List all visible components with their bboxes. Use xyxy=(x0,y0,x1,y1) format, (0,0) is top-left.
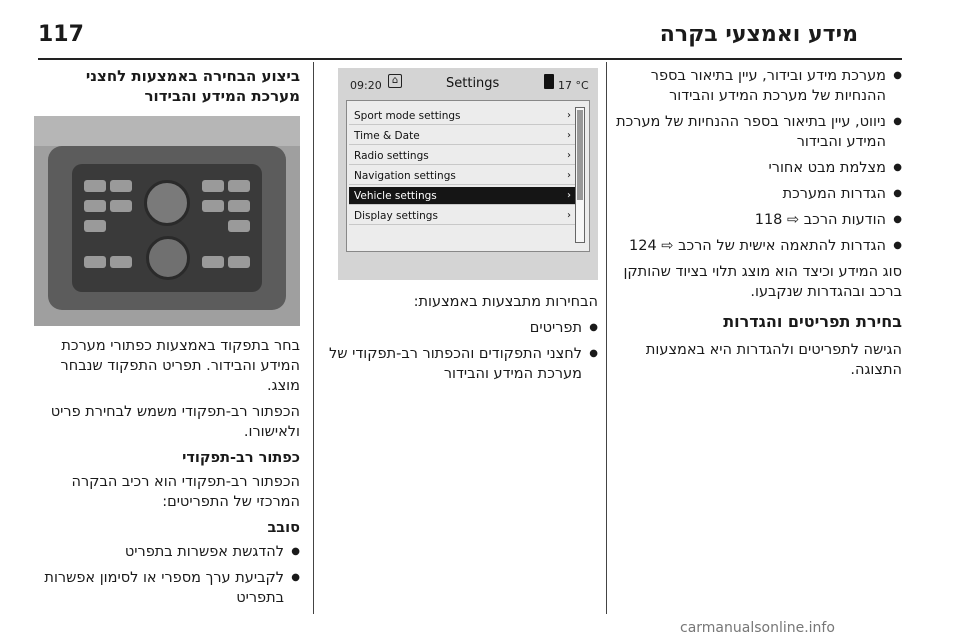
selection-methods-list xyxy=(322,318,598,384)
console-button xyxy=(84,200,106,212)
console-button xyxy=(228,220,250,232)
console-button xyxy=(84,256,106,268)
paragraph: הבחירות מתבצעות באמצעות: xyxy=(413,294,598,310)
section-heading: ביצוע הבחירה באמצעות לחצני מערכת המידע והבידור xyxy=(85,67,300,105)
menu-scrollbar[interactable] xyxy=(575,107,585,243)
photo-background xyxy=(34,116,300,146)
column-divider-right xyxy=(606,62,607,614)
console-button xyxy=(84,180,106,192)
column-middle xyxy=(322,66,598,390)
volume-knob-icon xyxy=(144,180,190,226)
list-item: ● לחצני התפקודים והכפתור רב-תפקודי של מערכת המידע והבידור xyxy=(322,344,598,384)
phone-icon xyxy=(544,74,554,89)
list-item: ● מצלמת מבט אחורי xyxy=(612,158,902,178)
menu-item-label: Display settings xyxy=(354,210,438,222)
menu-item-radio[interactable] xyxy=(349,147,575,165)
column-left xyxy=(34,66,300,614)
temperature-text: 17 °C xyxy=(558,79,589,92)
paragraph: בחר בתפקוד באמצעות כפתורי מערכת המידע והבידור. תפריט התפקוד שנבחר מוצג. xyxy=(60,338,300,394)
chevron-right-icon: › xyxy=(567,130,571,141)
console-button xyxy=(110,180,132,192)
subsection-title: סובב xyxy=(267,520,300,536)
menu-item-label: Time & Date xyxy=(354,130,420,142)
list-item: ● תפריטים xyxy=(322,318,598,338)
console-button xyxy=(202,256,224,268)
menu-item-vehicle[interactable] xyxy=(349,187,575,205)
chevron-right-icon: › xyxy=(567,170,571,181)
menu-item-sport-mode[interactable] xyxy=(349,107,575,125)
scroll-thumb[interactable] xyxy=(577,110,583,200)
console-button xyxy=(110,200,132,212)
page-header xyxy=(38,22,858,56)
rotate-actions-list xyxy=(34,542,300,608)
console-button xyxy=(228,180,250,192)
console-photo xyxy=(34,116,300,326)
chevron-right-icon: › xyxy=(567,110,571,121)
list-item: ● להדגשת אפשרות בתפריט xyxy=(34,542,300,562)
list-item: ● הגדרות להתאמה אישית של הרכב ⇨ 124 xyxy=(612,236,902,256)
list-item: ● ניווט, עיין בתיאור בספר ההנחיות של מערכת המידע והבידור xyxy=(612,112,902,152)
paragraph: הכפתור רב-תפקודי משמש לבחירת פריט ולאישורו. xyxy=(50,404,300,440)
column-right xyxy=(612,66,902,386)
console-button xyxy=(202,200,224,212)
list-item: ● הודעות הרכב ⇨ 118 xyxy=(612,210,902,230)
menu-item-label: Sport mode settings xyxy=(354,110,461,122)
console-button xyxy=(110,256,132,268)
screen-status-bar xyxy=(338,68,598,98)
paragraph: הכפתור רב-תפקודי הוא רכיב הבקרה המרכזי של התפריטים: xyxy=(71,474,300,510)
column-divider-left xyxy=(313,62,314,614)
page-title: מידע ואמצעי בקרה xyxy=(659,22,858,47)
screen-title: Settings xyxy=(446,76,500,91)
list-item: ● לקביעת ערך מספרי או לסימון אפשרות בתפריט xyxy=(34,568,300,608)
list-item: ● הגדרות המערכת xyxy=(612,184,902,204)
menu-item-time-date[interactable] xyxy=(349,127,575,145)
subsection-title: כפתור רב-תפקודי xyxy=(182,450,300,466)
section-title: בחירת תפריטים והגדרות xyxy=(723,312,902,331)
list-item: ● מערכת מידע ובידור, עיין בתיאור בספר ההנחיות של מערכת המידע והבידור xyxy=(612,66,902,106)
chevron-right-icon: › xyxy=(567,210,571,221)
paragraph: סוג המידע וכיצד הוא מוצג תלוי בציוד שהותקן ברכב ובהגדרות שנקבעו. xyxy=(623,264,902,300)
watermark: carmanualsonline.info xyxy=(680,620,835,636)
car-icon: ⌂ xyxy=(388,74,402,88)
display-content-list xyxy=(612,66,902,256)
settings-menu xyxy=(346,100,590,252)
console-button xyxy=(84,220,106,232)
menu-item-label: Vehicle settings xyxy=(354,190,437,202)
page-number: 117 xyxy=(38,22,84,47)
clock-text: 09:20 xyxy=(350,79,382,92)
console-button xyxy=(228,256,250,268)
multifunction-knob-icon xyxy=(146,236,190,280)
header-divider xyxy=(38,58,902,60)
paragraph: הגישה לתפריטים ולהגדרות היא באמצעות התצוגה. xyxy=(645,342,902,378)
chevron-right-icon: › xyxy=(567,190,571,201)
menu-item-display[interactable] xyxy=(349,207,575,225)
chevron-right-icon: › xyxy=(567,150,571,161)
menu-item-navigation[interactable] xyxy=(349,167,575,185)
console-button xyxy=(228,200,250,212)
menu-item-label: Radio settings xyxy=(354,150,429,162)
menu-item-label: Navigation settings xyxy=(354,170,456,182)
console-button xyxy=(202,180,224,192)
settings-screen-figure xyxy=(338,68,598,280)
